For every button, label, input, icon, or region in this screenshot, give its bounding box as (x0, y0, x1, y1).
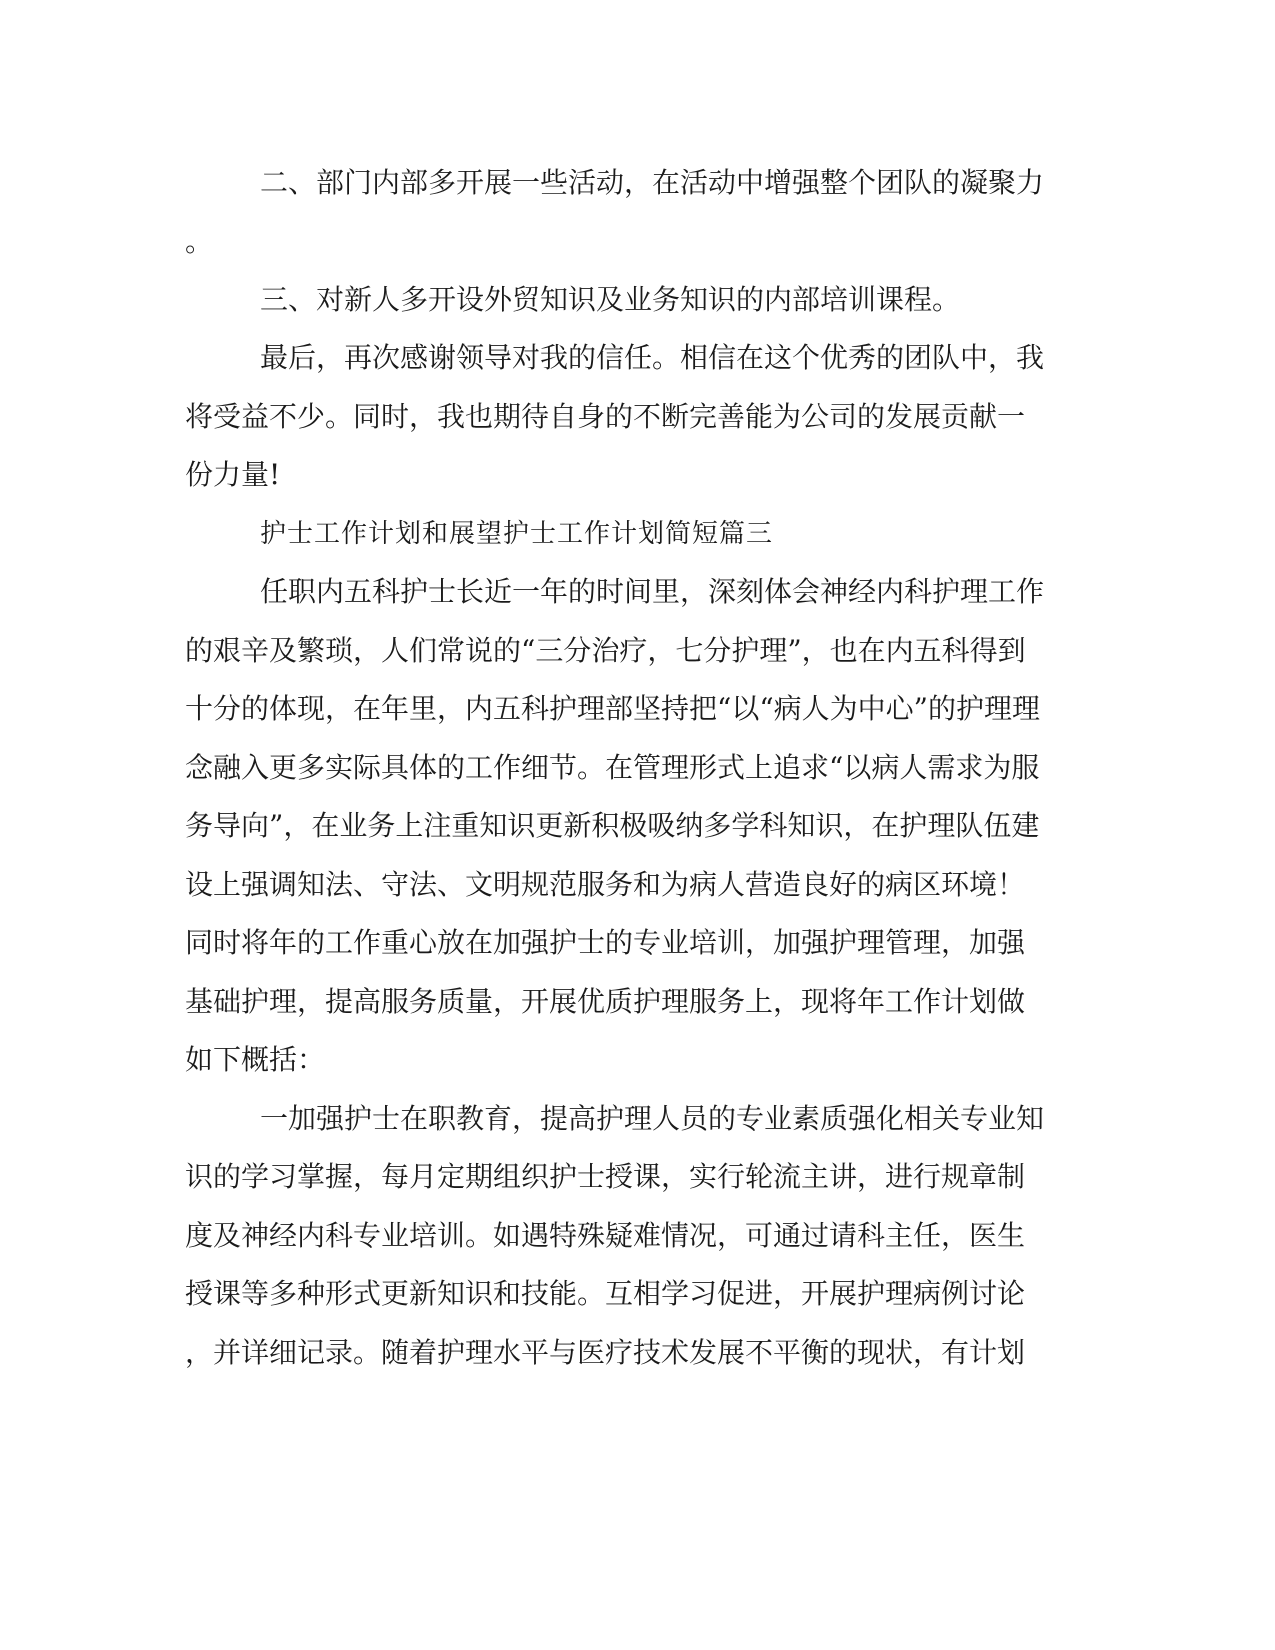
section-heading: 护士工作计划和展望护士工作计划简短篇三 (260, 519, 774, 549)
paragraph-line: 份力量! (185, 458, 281, 491)
paragraph-line: 最后，再次感谢领导对我的信任。相信在这个优秀的团队中，我 (260, 341, 1045, 374)
paragraph-line: 一加强护士在职教育，提高护理人员的专业素质强化相关专业知 (260, 1102, 1045, 1135)
paragraph-line: 。 (185, 225, 214, 258)
paragraph-line: 念融入更多实际具体的工作细节。在管理形式上追求“以病人需求为服 (185, 751, 1040, 784)
paragraph-line: 的艰辛及繁琐，人们常说的“三分治疗，七分护理”，也在内五科得到 (185, 634, 1026, 667)
paragraph-line: 三、对新人多开设外贸知识及业务知识的内部培训课程。 (260, 283, 961, 316)
paragraph-line: 十分的体现，在年里，内五科护理部坚持把“以“病人为中心”的护理理 (185, 692, 1040, 725)
paragraph-line: 设上强调知法、守法、文明规范服务和为病人营造良好的病区环境！ (185, 868, 1026, 901)
paragraph-line: 同时将年的工作重心放在加强护士的专业培训，加强护理管理，加强 (185, 926, 1026, 959)
paragraph-line: 将受益不少。同时，我也期待自身的不断完善能为公司的发展贡献一 (185, 400, 1026, 433)
paragraph-line: 如下概括： (185, 1043, 326, 1076)
paragraph-line: 授课等多种形式更新知识和技能。互相学习促进，开展护理病例讨论 (185, 1277, 1026, 1310)
paragraph-line: 识的学习掌握，每月定期组织护士授课，实行轮流主讲，进行规章制 (185, 1160, 1026, 1193)
paragraph-line: 二、部门内部多开展一些活动，在活动中增强整个团队的凝聚力 (260, 166, 1045, 199)
paragraph-line: 任职内五科护士长近一年的时间里，深刻体会神经内科护理工作 (260, 575, 1045, 608)
paragraph-line: 度及神经内科专业培训。如遇特殊疑难情况，可通过请科主任，医生 (185, 1219, 1026, 1252)
paragraph-line: 务导向”，在业务上注重知识更新积极吸纳多学科知识，在护理队伍建 (185, 809, 1040, 842)
paragraph-line: ，并详细记录。随着护理水平与医疗技术发展不平衡的现状，有计划 (185, 1336, 1026, 1369)
paragraph-line: 基础护理，提高服务质量，开展优质护理服务上，现将年工作计划做 (185, 985, 1026, 1018)
